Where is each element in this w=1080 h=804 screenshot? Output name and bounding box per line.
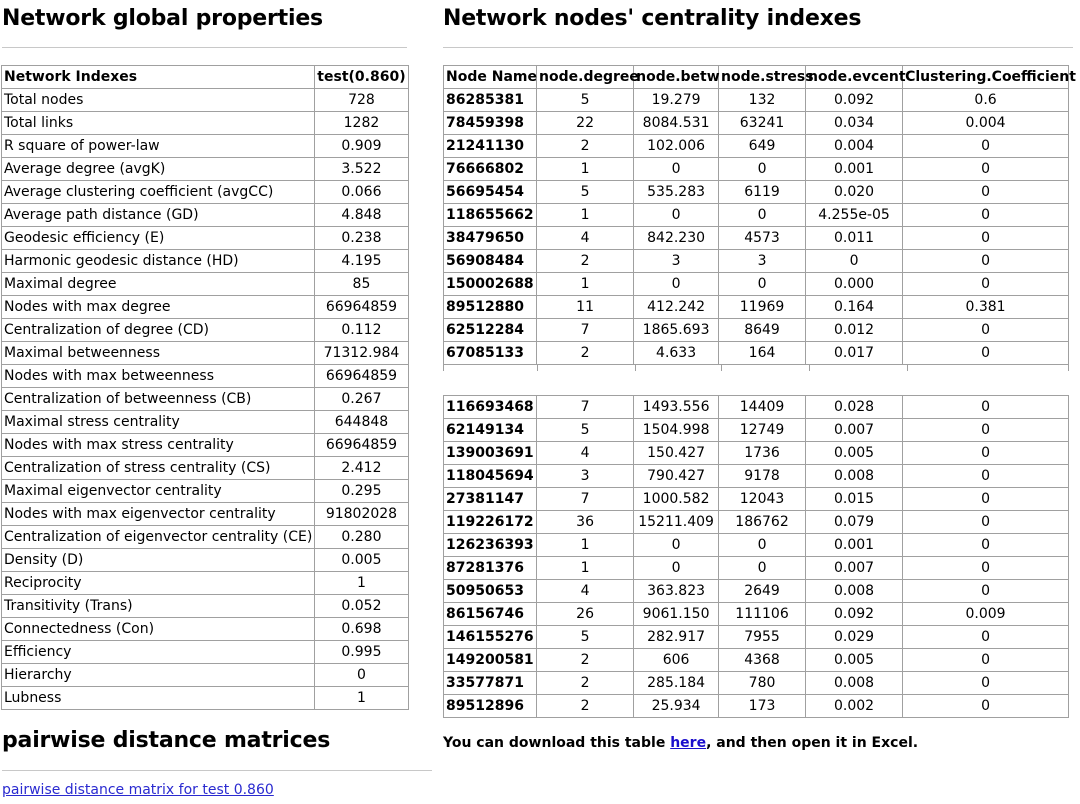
node-stress-cell: 780 (719, 672, 806, 695)
node-centrality-table (443, 65, 1076, 365)
index-label: Nodes with max degree (2, 296, 315, 319)
index-value: 0.066 (315, 181, 408, 204)
node-evcent-cell: 0.008 (806, 672, 903, 695)
node-evcent-cell: 0.008 (806, 580, 903, 603)
node-degree-cell: 4 (537, 227, 634, 250)
clustering-coefficient-cell: 0 (903, 273, 1069, 296)
node-evcent-cell: 0.012 (806, 319, 903, 342)
index-label: Transitivity (Trans) (2, 595, 315, 618)
node-evcent-cell: 0.004 (806, 135, 903, 158)
table-row (444, 626, 1069, 649)
index-value: 4.848 (315, 204, 408, 227)
node-betw-cell: 842.230 (634, 227, 719, 250)
index-value: 66964859 (315, 434, 408, 457)
clustering-coefficient-cell: 0 (903, 488, 1069, 511)
table-row (2, 618, 409, 641)
node-evcent-cell: 0.002 (806, 695, 903, 718)
node-betw-cell: 285.184 (634, 672, 719, 695)
clustering-coefficient-cell: 0 (903, 319, 1069, 342)
clustering-coefficient-cell: 0 (903, 695, 1069, 718)
node-stress-cell: 164 (719, 342, 806, 365)
index-label: Centralization of degree (CD) (2, 319, 315, 342)
header-node-name: Node Name (444, 66, 537, 89)
node-betw-cell: 0 (634, 557, 719, 580)
table-row (444, 580, 1069, 603)
index-label: Geodesic efficiency (E) (2, 227, 315, 250)
node-betw-cell: 150.427 (634, 442, 719, 465)
clustering-coefficient-cell: 0 (903, 672, 1069, 695)
node-stress-cell: 0 (719, 204, 806, 227)
table-row (444, 273, 1069, 296)
node-evcent-cell: 0 (806, 250, 903, 273)
table-row (444, 465, 1069, 488)
node-degree-cell: 4 (537, 580, 634, 603)
index-value: 4.195 (315, 250, 408, 273)
node-betw-cell: 25.934 (634, 695, 719, 718)
table-row (2, 641, 409, 664)
table-row (2, 204, 409, 227)
node-evcent-cell: 0.008 (806, 465, 903, 488)
index-label: Harmonic geodesic distance (HD) (2, 250, 315, 273)
index-label: Maximal stress centrality (2, 411, 315, 434)
node-name-cell: 139003691 (444, 442, 537, 465)
clustering-coefficient-cell: 0 (903, 465, 1069, 488)
table-row (2, 273, 409, 296)
node-stress-cell: 6119 (719, 181, 806, 204)
index-label: Efficiency (2, 641, 315, 664)
index-value: 71312.984 (315, 342, 408, 365)
node-degree-cell: 5 (537, 89, 634, 112)
table-row (2, 342, 409, 365)
table-row (2, 250, 409, 273)
index-value: 1 (315, 572, 408, 595)
node-betw-cell: 0 (634, 273, 719, 296)
table-row (444, 557, 1069, 580)
node-betw-cell: 0 (634, 534, 719, 557)
table-row (444, 672, 1069, 695)
node-name-cell: 118045694 (444, 465, 537, 488)
index-label: Average degree (avgK) (2, 158, 315, 181)
node-name-cell: 149200581 (444, 649, 537, 672)
index-label: Centralization of eigenvector centrality (CE) (2, 526, 315, 549)
node-centrality-table-continued (443, 395, 1069, 718)
node-degree-cell: 5 (537, 419, 634, 442)
pairwise-matrix-link[interactable]: pairwise distance matrix for test 0.860 (2, 782, 274, 798)
node-betw-cell: 19.279 (634, 89, 719, 112)
table-row (2, 457, 409, 480)
table-row (2, 319, 409, 342)
table-row (2, 227, 409, 250)
table-break-marks (443, 365, 1069, 371)
pairwise-title: pairwise distance matrices (2, 728, 331, 753)
index-value: 2.412 (315, 457, 408, 480)
download-here-link[interactable]: here (670, 735, 707, 751)
node-stress-cell: 2649 (719, 580, 806, 603)
table-row (2, 181, 409, 204)
table-row (2, 411, 409, 434)
node-evcent-cell: 0.092 (806, 603, 903, 626)
node-name-cell: 56695454 (444, 181, 537, 204)
node-degree-cell: 2 (537, 672, 634, 695)
table-row (2, 664, 409, 687)
clustering-coefficient-cell: 0 (903, 511, 1069, 534)
index-value: 0.052 (315, 595, 408, 618)
index-label: Lubness (2, 687, 315, 710)
clustering-coefficient-cell: 0 (903, 442, 1069, 465)
node-stress-cell: 3 (719, 250, 806, 273)
header-test-value: test(0.860) (315, 66, 408, 89)
node-betw-cell: 535.283 (634, 181, 719, 204)
header-node-evcent: node.evcent (806, 66, 903, 89)
table-row (2, 687, 409, 710)
table-row (2, 296, 409, 319)
node-degree-cell: 5 (537, 181, 634, 204)
node-betw-cell: 0 (634, 158, 719, 181)
node-degree-cell: 5 (537, 626, 634, 649)
index-value: 0.238 (315, 227, 408, 250)
node-stress-cell: 8649 (719, 319, 806, 342)
node-betw-cell: 9061.150 (634, 603, 719, 626)
node-name-cell: 62512284 (444, 319, 537, 342)
index-label: Average clustering coefficient (avgCC) (2, 181, 315, 204)
table-row (444, 181, 1069, 204)
table-row (444, 488, 1069, 511)
node-betw-cell: 1000.582 (634, 488, 719, 511)
table-row (444, 296, 1069, 319)
divider (2, 47, 407, 48)
clustering-coefficient-cell: 0 (903, 649, 1069, 672)
node-name-cell: 89512896 (444, 695, 537, 718)
index-value: 0.295 (315, 480, 408, 503)
node-betw-cell: 3 (634, 250, 719, 273)
clustering-coefficient-cell: 0 (903, 580, 1069, 603)
table-row (2, 434, 409, 457)
node-stress-cell: 186762 (719, 511, 806, 534)
node-stress-cell: 14409 (719, 396, 806, 419)
node-name-cell: 56908484 (444, 250, 537, 273)
table-row (444, 534, 1069, 557)
node-name-cell: 150002688 (444, 273, 537, 296)
table-row (444, 250, 1069, 273)
node-stress-cell: 0 (719, 534, 806, 557)
table-row (2, 503, 409, 526)
table-row (444, 158, 1069, 181)
node-degree-cell: 11 (537, 296, 634, 319)
node-evcent-cell: 0.005 (806, 442, 903, 465)
node-name-cell: 38479650 (444, 227, 537, 250)
node-stress-cell: 173 (719, 695, 806, 718)
node-degree-cell: 7 (537, 396, 634, 419)
download-note-text: You can download this table (443, 735, 671, 751)
node-degree-cell: 36 (537, 511, 634, 534)
node-name-cell: 62149134 (444, 419, 537, 442)
node-evcent-cell: 0.007 (806, 419, 903, 442)
clustering-coefficient-cell: 0 (903, 250, 1069, 273)
index-value: 0.112 (315, 319, 408, 342)
table-row (444, 603, 1069, 626)
index-value: 0.005 (315, 549, 408, 572)
index-label: R square of power-law (2, 135, 315, 158)
node-degree-cell: 22 (537, 112, 634, 135)
table-row (444, 227, 1069, 250)
clustering-coefficient-cell: 0 (903, 396, 1069, 419)
table-header-row (444, 66, 1069, 89)
node-name-cell: 86285381 (444, 89, 537, 112)
table-row (444, 396, 1069, 419)
node-betw-cell: 4.633 (634, 342, 719, 365)
clustering-coefficient-cell: 0 (903, 204, 1069, 227)
node-evcent-cell: 0.017 (806, 342, 903, 365)
node-betw-cell: 790.427 (634, 465, 719, 488)
header-node-degree: node.degree (537, 66, 634, 89)
index-label: Centralization of stress centrality (CS) (2, 457, 315, 480)
table-row (2, 388, 409, 411)
table-row (2, 112, 409, 135)
table-row (2, 526, 409, 549)
node-stress-cell: 0 (719, 158, 806, 181)
node-evcent-cell: 0.007 (806, 557, 903, 580)
node-betw-cell: 282.917 (634, 626, 719, 649)
table-row (2, 572, 409, 595)
clustering-coefficient-cell: 0 (903, 135, 1069, 158)
clustering-coefficient-cell: 0 (903, 342, 1069, 365)
table-row (444, 419, 1069, 442)
node-stress-cell: 4368 (719, 649, 806, 672)
index-label: Hierarchy (2, 664, 315, 687)
index-label: Density (D) (2, 549, 315, 572)
node-name-cell: 118655662 (444, 204, 537, 227)
node-evcent-cell: 0.079 (806, 511, 903, 534)
node-name-cell: 21241130 (444, 135, 537, 158)
clustering-coefficient-cell: 0 (903, 227, 1069, 250)
index-value: 66964859 (315, 296, 408, 319)
node-stress-cell: 1736 (719, 442, 806, 465)
table-row (444, 89, 1069, 112)
node-stress-cell: 11969 (719, 296, 806, 319)
clustering-coefficient-cell: 0.381 (903, 296, 1069, 319)
node-evcent-cell: 0.092 (806, 89, 903, 112)
node-degree-cell: 7 (537, 488, 634, 511)
node-evcent-cell: 4.255e-05 (806, 204, 903, 227)
table-row (444, 112, 1069, 135)
node-evcent-cell: 0.011 (806, 227, 903, 250)
node-evcent-cell: 0.000 (806, 273, 903, 296)
node-betw-cell: 1865.693 (634, 319, 719, 342)
node-betw-cell: 15211.409 (634, 511, 719, 534)
divider (2, 770, 432, 771)
node-degree-cell: 7 (537, 319, 634, 342)
index-value: 66964859 (315, 365, 408, 388)
node-degree-cell: 1 (537, 158, 634, 181)
index-label: Maximal degree (2, 273, 315, 296)
index-label: Total nodes (2, 89, 315, 112)
node-evcent-cell: 0.005 (806, 649, 903, 672)
table-row (444, 442, 1069, 465)
table-row (2, 135, 409, 158)
index-label: Nodes with max betweenness (2, 365, 315, 388)
node-betw-cell: 1493.556 (634, 396, 719, 419)
node-evcent-cell: 0.001 (806, 158, 903, 181)
clustering-coefficient-cell: 0 (903, 626, 1069, 649)
node-degree-cell: 26 (537, 603, 634, 626)
node-stress-cell: 12043 (719, 488, 806, 511)
clustering-coefficient-cell: 0 (903, 557, 1069, 580)
node-evcent-cell: 0.034 (806, 112, 903, 135)
index-value: 1 (315, 687, 408, 710)
header-network-indexes: Network Indexes (2, 66, 315, 89)
node-centrality-title: Network nodes' centrality indexes (443, 6, 862, 31)
table-row (444, 649, 1069, 672)
node-stress-cell: 9178 (719, 465, 806, 488)
index-value: 1282 (315, 112, 408, 135)
index-label: Centralization of betweenness (CB) (2, 388, 315, 411)
node-name-cell: 116693468 (444, 396, 537, 419)
index-value: 728 (315, 89, 408, 112)
index-label: Total links (2, 112, 315, 135)
node-degree-cell: 4 (537, 442, 634, 465)
clustering-coefficient-cell: 0 (903, 534, 1069, 557)
table-row (2, 595, 409, 618)
node-stress-cell: 0 (719, 273, 806, 296)
node-betw-cell: 0 (634, 204, 719, 227)
table-row (2, 549, 409, 572)
node-name-cell: 27381147 (444, 488, 537, 511)
clustering-coefficient-cell: 0.004 (903, 112, 1069, 135)
node-degree-cell: 2 (537, 695, 634, 718)
node-betw-cell: 102.006 (634, 135, 719, 158)
table-row (444, 695, 1069, 718)
node-betw-cell: 1504.998 (634, 419, 719, 442)
node-evcent-cell: 0.029 (806, 626, 903, 649)
table-row (444, 511, 1069, 534)
table-header-row (2, 66, 409, 89)
node-name-cell: 126236393 (444, 534, 537, 557)
node-degree-cell: 2 (537, 135, 634, 158)
index-label: Connectedness (Con) (2, 618, 315, 641)
node-evcent-cell: 0.028 (806, 396, 903, 419)
node-name-cell: 87281376 (444, 557, 537, 580)
node-stress-cell: 63241 (719, 112, 806, 135)
node-degree-cell: 1 (537, 557, 634, 580)
download-note-text-end: , and then open it in Excel. (706, 735, 919, 751)
index-value: 85 (315, 273, 408, 296)
node-evcent-cell: 0.001 (806, 534, 903, 557)
index-value: 644848 (315, 411, 408, 434)
node-stress-cell: 132 (719, 89, 806, 112)
table-row (2, 89, 409, 112)
index-value: 91802028 (315, 503, 408, 526)
table-row (444, 342, 1069, 365)
table-row (2, 158, 409, 181)
index-value: 0.909 (315, 135, 408, 158)
index-label: Nodes with max stress centrality (2, 434, 315, 457)
table-row (444, 135, 1069, 158)
node-betw-cell: 412.242 (634, 296, 719, 319)
node-betw-cell: 363.823 (634, 580, 719, 603)
node-name-cell: 86156746 (444, 603, 537, 626)
global-properties-table (1, 65, 409, 710)
clustering-coefficient-cell: 0 (903, 181, 1069, 204)
node-degree-cell: 2 (537, 250, 634, 273)
node-name-cell: 146155276 (444, 626, 537, 649)
index-label: Maximal eigenvector centrality (2, 480, 315, 503)
node-degree-cell: 1 (537, 534, 634, 557)
node-betw-cell: 8084.531 (634, 112, 719, 135)
node-stress-cell: 111106 (719, 603, 806, 626)
node-name-cell: 67085133 (444, 342, 537, 365)
header-node-betw: node.betw (634, 66, 719, 89)
node-evcent-cell: 0.015 (806, 488, 903, 511)
node-evcent-cell: 0.164 (806, 296, 903, 319)
index-value: 0.995 (315, 641, 408, 664)
node-degree-cell: 2 (537, 649, 634, 672)
node-stress-cell: 0 (719, 557, 806, 580)
node-stress-cell: 649 (719, 135, 806, 158)
index-value: 0 (315, 664, 408, 687)
download-note (443, 735, 918, 751)
index-value: 0.698 (315, 618, 408, 641)
index-value: 3.522 (315, 158, 408, 181)
index-value: 0.267 (315, 388, 408, 411)
node-stress-cell: 12749 (719, 419, 806, 442)
index-value: 0.280 (315, 526, 408, 549)
node-stress-cell: 7955 (719, 626, 806, 649)
table-row (444, 319, 1069, 342)
clustering-coefficient-cell: 0 (903, 419, 1069, 442)
global-properties-title: Network global properties (2, 6, 323, 31)
node-name-cell: 76666802 (444, 158, 537, 181)
index-label: Maximal betweenness (2, 342, 315, 365)
index-label: Nodes with max eigenvector centrality (2, 503, 315, 526)
node-name-cell: 89512880 (444, 296, 537, 319)
table-row (2, 480, 409, 503)
node-name-cell: 33577871 (444, 672, 537, 695)
node-stress-cell: 4573 (719, 227, 806, 250)
table-row (2, 365, 409, 388)
header-node-stress: node.stress (719, 66, 806, 89)
node-evcent-cell: 0.020 (806, 181, 903, 204)
index-label: Reciprocity (2, 572, 315, 595)
node-name-cell: 119226172 (444, 511, 537, 534)
header-clustering-coefficient: Clustering.Coefficient (903, 66, 1069, 89)
divider (443, 47, 1073, 48)
table-row (444, 204, 1069, 227)
node-degree-cell: 3 (537, 465, 634, 488)
node-degree-cell: 1 (537, 204, 634, 227)
node-degree-cell: 1 (537, 273, 634, 296)
node-name-cell: 78459398 (444, 112, 537, 135)
node-degree-cell: 2 (537, 342, 634, 365)
clustering-coefficient-cell: 0.6 (903, 89, 1069, 112)
node-betw-cell: 606 (634, 649, 719, 672)
clustering-coefficient-cell: 0 (903, 158, 1069, 181)
index-label: Average path distance (GD) (2, 204, 315, 227)
node-name-cell: 50950653 (444, 580, 537, 603)
clustering-coefficient-cell: 0.009 (903, 603, 1069, 626)
